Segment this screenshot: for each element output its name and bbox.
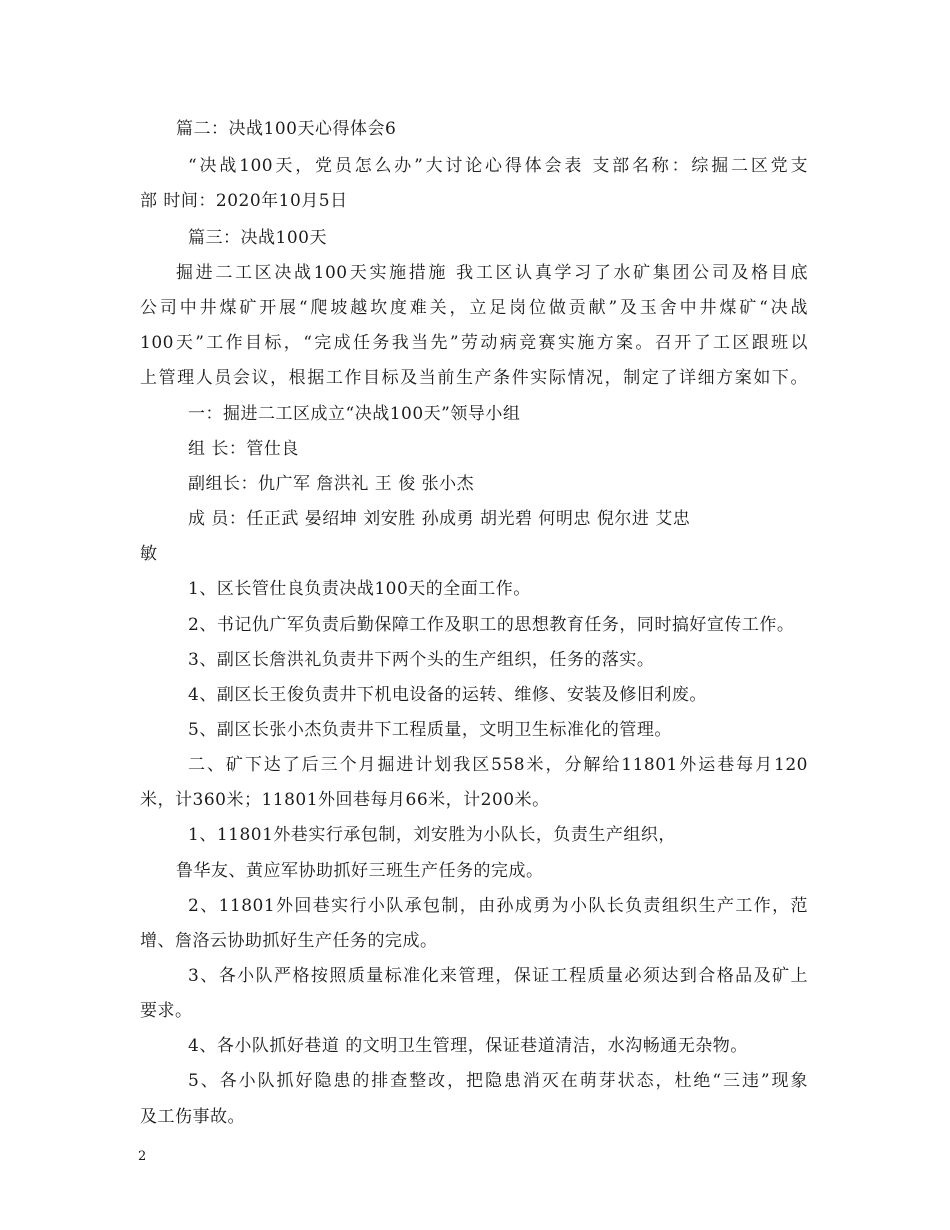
section-paragraph: 米，计360米；11801外回巷每月66米，计200米。 (140, 790, 550, 810)
paragraph-line: 掘进二工区决战100天实施措施 我工区认真学习了水矿集团公司及格目底 (176, 263, 808, 283)
list-item: 2、11801外回巷实行小队承包制，由孙成勇为小队长负责组织生产工作，范 (188, 896, 808, 916)
members-line-continued: 敏 (140, 544, 158, 564)
list-item-continued: 增、詹洛云协助抓好生产任务的完成。 (140, 931, 438, 951)
list-item: 4、副区长王俊负责井下机电设备的运转、维修、安装及修旧利废。 (188, 685, 707, 705)
paragraph-line: 100天”工作目标，“完成任务我当先”劳动病竞赛实施方案。召开了工区跟班以 (140, 333, 808, 353)
list-item: 5、副区长张小杰负责井下工程质量，文明卫生标准化的管理。 (188, 720, 672, 740)
list-item: 2、书记仇广军负责后勤保障工作及职工的思想教育任务，同时搞好宣传工作。 (188, 615, 795, 635)
paragraph-line: “决战100天，党员怎么办”大讨论心得体会表 支部名称：综掘二区党支 (188, 156, 808, 176)
leader-line: 组 长：管仕良 (188, 439, 299, 459)
list-item: 1、区长管仕良负责决战100天的全面工作。 (188, 579, 531, 599)
list-item: 3、副区长詹洪礼负责井下两个头的生产组织，任务的落实。 (188, 650, 655, 670)
list-item: 1、11801外巷实行承包制，刘安胜为小队长，负责生产组织， (188, 825, 676, 845)
list-item: 5、各小队抓好隐患的排查整改，把隐患消灭在萌芽状态，杜绝“三违”现象 (188, 1071, 808, 1091)
list-item-continued: 及工伤事故。 (140, 1107, 245, 1127)
section-paragraph: 二、矿下达了后三个月掘进计划我区558米，分解给11801外运巷每月120 (188, 755, 808, 775)
members-line: 成 员：任正武 晏绍坤 刘安胜 孙成勇 胡光碧 何明忠 倪尔进 艾忠 (188, 509, 691, 529)
list-item-continued: 鲁华友、黄应军协助抓好三班生产任务的完成。 (176, 861, 544, 881)
paragraph-line: 上管理人员会议，根据工作目标及当前生产条件实际情况，制定了详细方案如下。 (140, 368, 808, 388)
list-item-continued: 要求。 (140, 1001, 193, 1021)
paragraph-line: 公司中井煤矿开展“爬坡越坎度难关，立足岗位做贡献”及玉舍中井煤矿“决战 (140, 298, 808, 318)
heading-part-two: 篇二：决战100天心得体会6 (176, 119, 397, 139)
list-item: 3、各小队严格按照质量标准化来管理，保证工程质量必须达到合格品及矿上 (188, 966, 808, 986)
heading-part-three: 篇三：决战100天 (188, 228, 327, 248)
list-item: 4、各小队抓好巷道 的文明卫生管理，保证巷道清洁，水沟畅通无杂物。 (188, 1036, 748, 1056)
section-heading: 一：掘进二工区成立“决战100天”领导小组 (188, 404, 521, 424)
deputy-leaders-line: 副组长：仇广军 詹洪礼 王 俊 张小杰 (188, 474, 475, 494)
paragraph-line: 部 时间：2020年10月5日 (140, 191, 348, 211)
page-number: 2 (138, 1149, 147, 1164)
